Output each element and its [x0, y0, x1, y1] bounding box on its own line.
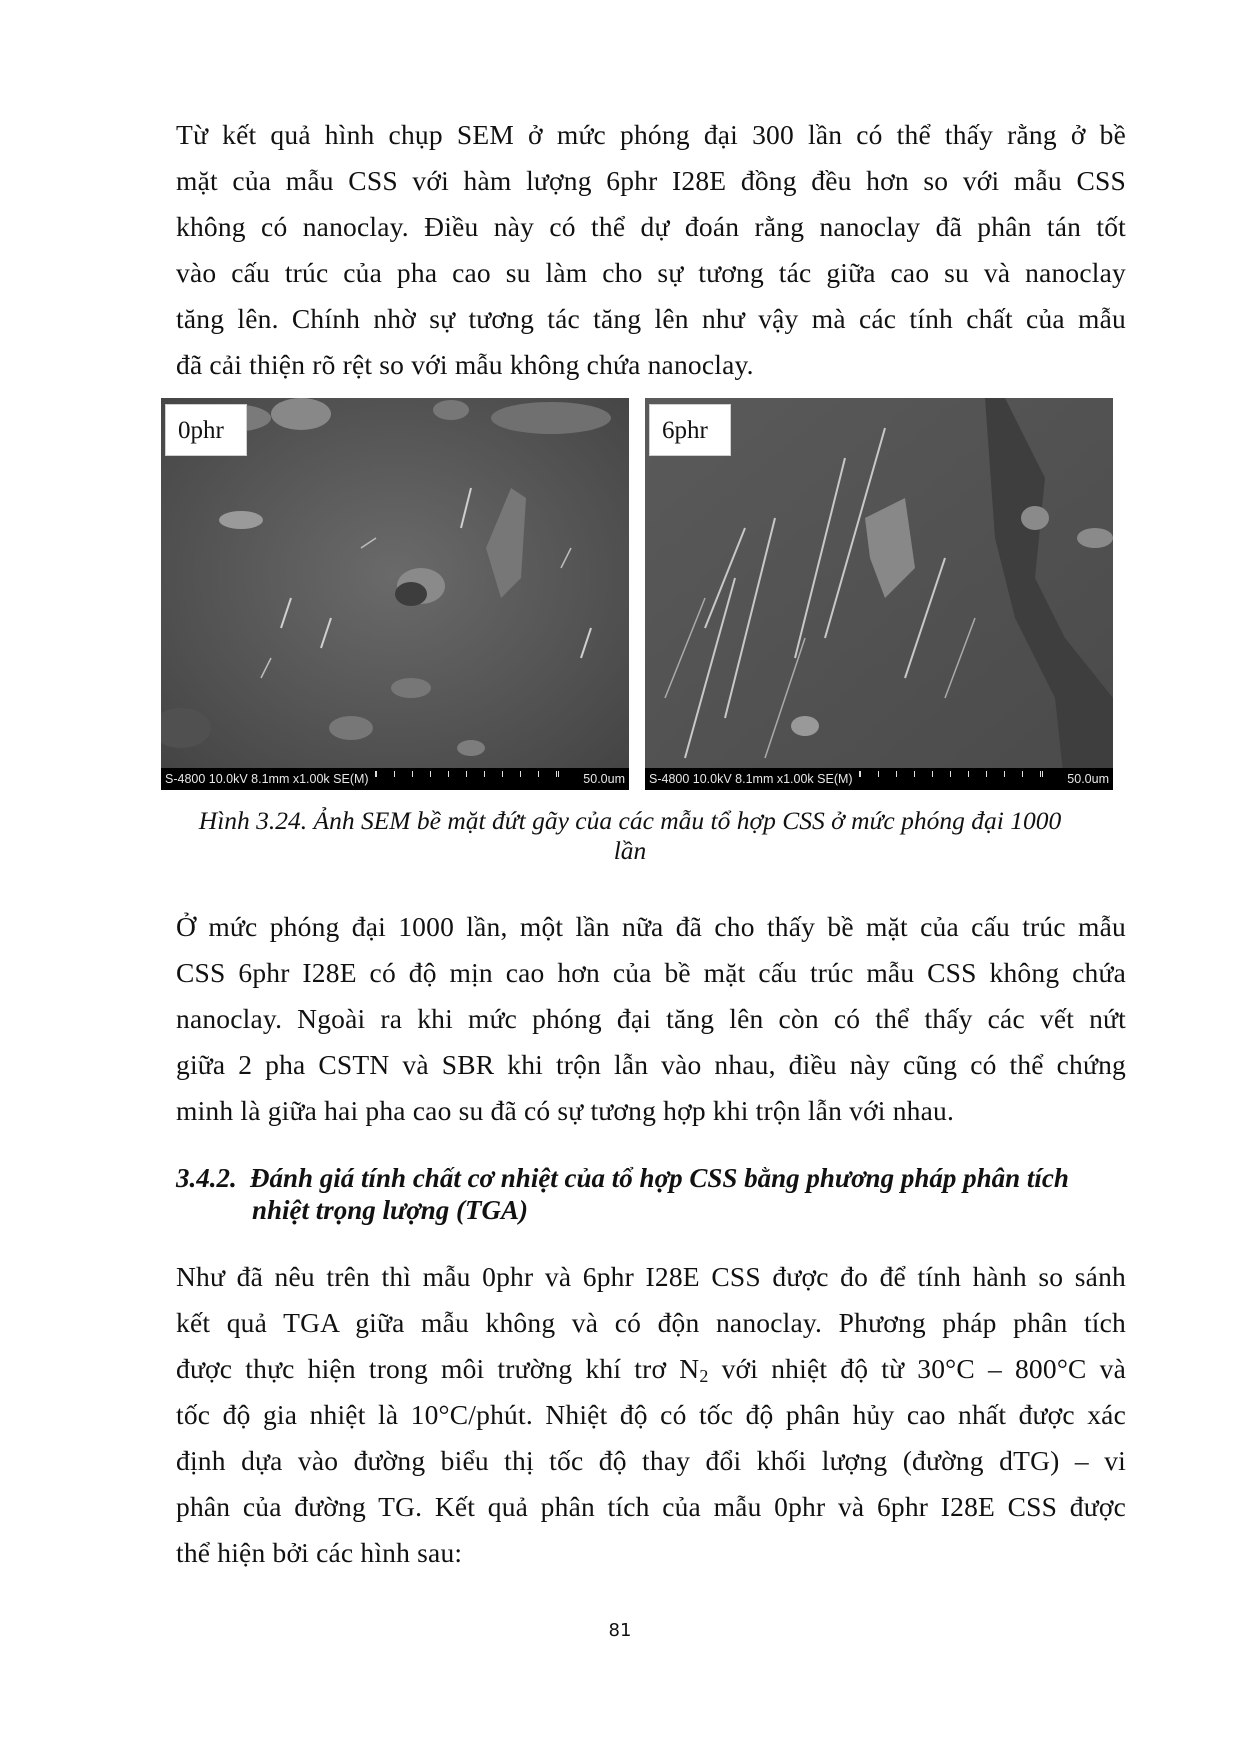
- text-line: Ở mức phóng đại 1000 lần, một lần nữa đã cho thấy bề mặt của cấu trúc mẫu: [176, 911, 1126, 942]
- sample-label: 6phr: [649, 404, 731, 456]
- caption-line: Hình 3.24. Ảnh SEM bề mặt đứt gãy của các mẫu tổ hợp CSS ở mức phóng đại 1000: [198, 806, 1062, 835]
- page-number: 81: [608, 1620, 632, 1641]
- text-line: tốc độ gia nhiệt là 10°C/phút. Nhiệt độ có tốc độ phân hủy cao nhất được xác: [176, 1399, 1126, 1430]
- paragraph-1: [176, 112, 1126, 388]
- heading-line: Đánh giá tính chất cơ nhiệt của tổ hợp CSS bằng phương pháp phân tích: [250, 1163, 1069, 1193]
- text-line: thể hiện bởi các hình sau:: [176, 1537, 463, 1568]
- section-heading: [176, 1162, 1136, 1226]
- text-segment: với nhiệt độ từ 30°C – 800°C và: [708, 1353, 1126, 1384]
- text-line: tăng lên. Chính nhờ sự tương tác tăng lên như vậy mà các tính chất của mẫu: [176, 303, 1126, 334]
- text-line: không có nanoclay. Điều này có thể dự đoán rằng nanoclay đã phân tán tốt: [176, 211, 1126, 242]
- sem-image-6phr: [645, 398, 1113, 790]
- sem-scale: 50.0um: [583, 772, 625, 786]
- sem-texture: [161, 398, 629, 790]
- text-segment: được thực hiện trong môi trường khí trơ N: [176, 1353, 700, 1384]
- caption-line: lần: [613, 836, 647, 865]
- section-number: 3.4.2.: [176, 1163, 237, 1193]
- text-line: [176, 1346, 1126, 1392]
- text-line: Từ kết quả hình chụp SEM ở mức phóng đại 300 lần có thể thấy rằng ở bề: [176, 119, 1126, 150]
- subscript: 2: [699, 1366, 709, 1386]
- sem-info: S-4800 10.0kV 8.1mm x1.00k SE(M): [165, 772, 369, 786]
- sem-scale: 50.0um: [1067, 772, 1109, 786]
- sample-label: 0phr: [165, 404, 247, 456]
- scale-ticks: [375, 771, 559, 777]
- text-line: mặt của mẫu CSS với hàm lượng 6phr I28E đồng đều hơn so với mẫu CSS: [176, 165, 1126, 196]
- text-line: định dựa vào đường biểu thị tốc độ thay đổi khối lượng (đường dTG) – vi: [176, 1445, 1126, 1476]
- text-line: minh là giữa hai pha cao su đã có sự tương hợp khi trộn lẫn với nhau.: [176, 1095, 955, 1126]
- text-line: đã cải thiện rõ rệt so với mẫu không chứa nanoclay.: [176, 349, 754, 380]
- text-line: kết quả TGA giữa mẫu không và có độn nanoclay. Phương pháp phân tích: [176, 1307, 1126, 1338]
- text-line: vào cấu trúc của pha cao su làm cho sự tương tác giữa cao su và nanoclay: [176, 257, 1126, 288]
- text-line: phân của đường TG. Kết quả phân tích của mẫu 0phr và 6phr I28E CSS được: [176, 1491, 1126, 1522]
- text-line: CSS 6phr I28E có độ mịn cao hơn của bề mặt cấu trúc mẫu CSS không chứa: [176, 957, 1126, 988]
- sem-image-0phr: [161, 398, 629, 790]
- text-line: Như đã nêu trên thì mẫu 0phr và 6phr I28E CSS được đo để tính hành so sánh: [176, 1261, 1126, 1292]
- sem-scalebar: [161, 768, 629, 790]
- sem-scalebar: [645, 768, 1113, 790]
- text-line: giữa 2 pha CSTN và SBR khi trộn lẫn vào nhau, điều này cũng có thể chứng: [176, 1049, 1126, 1080]
- sem-info: S-4800 10.0kV 8.1mm x1.00k SE(M): [649, 772, 853, 786]
- sem-texture: [645, 398, 1113, 790]
- heading-line: nhiệt trọng lượng (TGA): [252, 1195, 528, 1225]
- figure-caption: [160, 806, 1100, 866]
- scale-ticks: [859, 771, 1043, 777]
- paragraph-2: [176, 904, 1126, 1134]
- text-line: nanoclay. Ngoài ra khi mức phóng đại tăng lên còn có thể thấy các vết nứt: [176, 1003, 1126, 1034]
- paragraph-3: [176, 1254, 1126, 1576]
